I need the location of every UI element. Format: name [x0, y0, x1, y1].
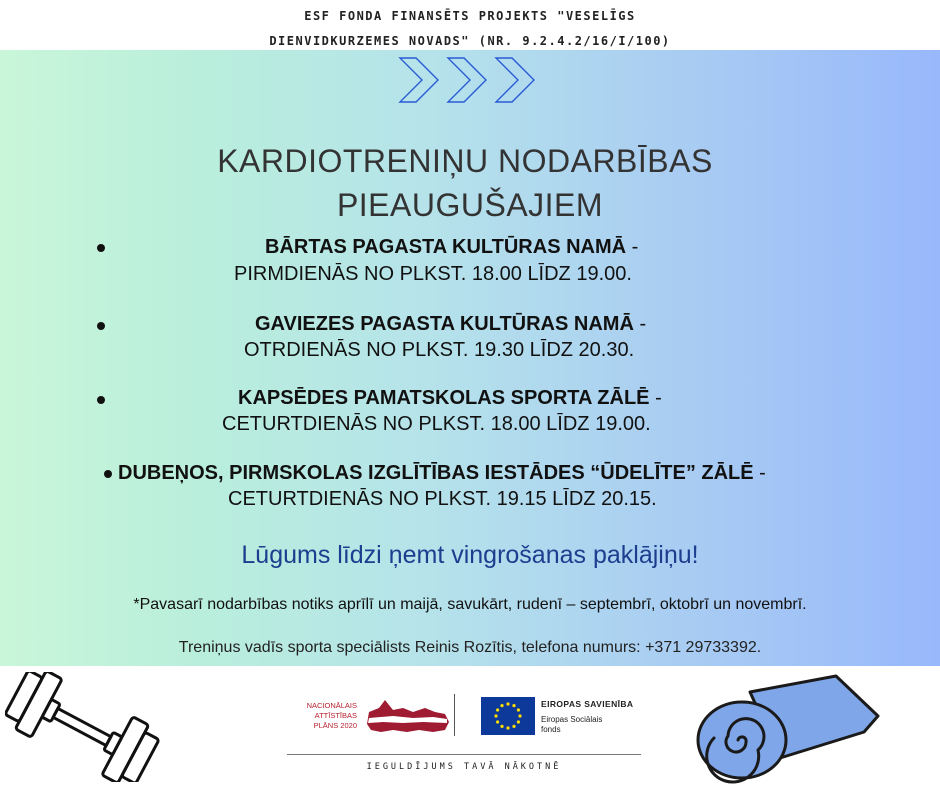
list-bullet [104, 470, 112, 478]
page-title-line-1: KARDIOTRENIŅU NODARBĪBAS [217, 143, 713, 179]
eu-fund-line-1: Eiropas Sociālais [541, 715, 603, 724]
location-3-place-line [238, 387, 662, 410]
eu-flag-icon [481, 697, 535, 735]
nap-line-2: ATTĪSTĪBAS [314, 711, 357, 720]
eu-fund-line-2: fonds [541, 725, 561, 734]
page-title-line-2: PIEAUGUŠAJIEM [336, 187, 604, 223]
location-2-time: OTRDIENĀS NO PLKST. 19.30 LĪDZ 20.30. [244, 339, 635, 361]
list-bullet [97, 396, 105, 404]
location-4-place-line [118, 462, 766, 485]
eu-title: EIROPAS SAVIENĪBA [541, 699, 634, 709]
location-2-place-line [255, 313, 646, 336]
chevron-arrows-icon [398, 56, 542, 104]
nap-line-3: PLĀNS 2020 [313, 721, 357, 730]
location-1-time: PIRMDIENĀS NO PLKST. 18.00 LĪDZ 19.00. [234, 263, 632, 285]
list-bullet [97, 244, 105, 252]
header-bar [0, 0, 940, 50]
location-3-dash: - [649, 387, 662, 409]
tagline-divider [287, 754, 641, 755]
tagline: IEGULDĪJUMS TAVĀ NĀKOTNĒ [366, 762, 562, 772]
eu-fund-text [541, 715, 602, 735]
location-4-time: CETURTDIENĀS NO PLKST. 19.15 LĪDZ 20.15. [228, 488, 657, 510]
header-line-1: ESF FONDA FINANSĒTS PROJEKTS "VESELĪGS [304, 9, 636, 23]
funding-logos [283, 670, 645, 785]
header-line-2: DIENVIDKURZEMES NOVADS" (NR. 9.2.4.2/16/I/100) [269, 34, 671, 48]
mat-reminder: Lūgums līdzi ņemt vingrošanas paklājiņu! [241, 541, 699, 569]
location-1-place: BĀRTAS PAGASTA KULTŪRAS NAMĀ [265, 236, 627, 258]
location-2-place: GAVIEZES PAGASTA KULTŪRAS NAMĀ [255, 313, 634, 335]
yoga-mat-icon [688, 670, 888, 784]
nap-logo-text [293, 701, 357, 731]
location-1-place-line [265, 236, 638, 259]
nap-line-1: NACIONĀLAIS [306, 701, 357, 710]
season-note: *Pavasarī nodarbības notiks aprīlī un maijā, savukārt, rudenī – septembrī, oktobrī un novembrī. [133, 596, 807, 613]
latvia-map-icon [363, 696, 453, 736]
location-3-place: KAPSĒDES PAMATSKOLAS SPORTA ZĀLĒ [238, 387, 650, 409]
logo-divider [454, 694, 455, 736]
trainer-contact: Treniņus vadīs sporta speciālists Reinis Rozītis, telefona numurs: +371 29733392. [178, 639, 762, 656]
list-bullet [97, 322, 105, 330]
dumbbell-icon [5, 672, 160, 782]
location-2-dash: - [633, 313, 647, 335]
location-4-dash: - [753, 462, 766, 484]
location-1-dash: - [626, 236, 639, 258]
location-3-time: CETURTDIENĀS NO PLKST. 18.00 LĪDZ 19.00. [222, 413, 651, 435]
location-4-place: DUBEŅOS, PIRMSKOLAS IZGLĪTĪBAS IESTĀDES “ŪDELĪTE” ZĀLĒ [118, 462, 754, 484]
